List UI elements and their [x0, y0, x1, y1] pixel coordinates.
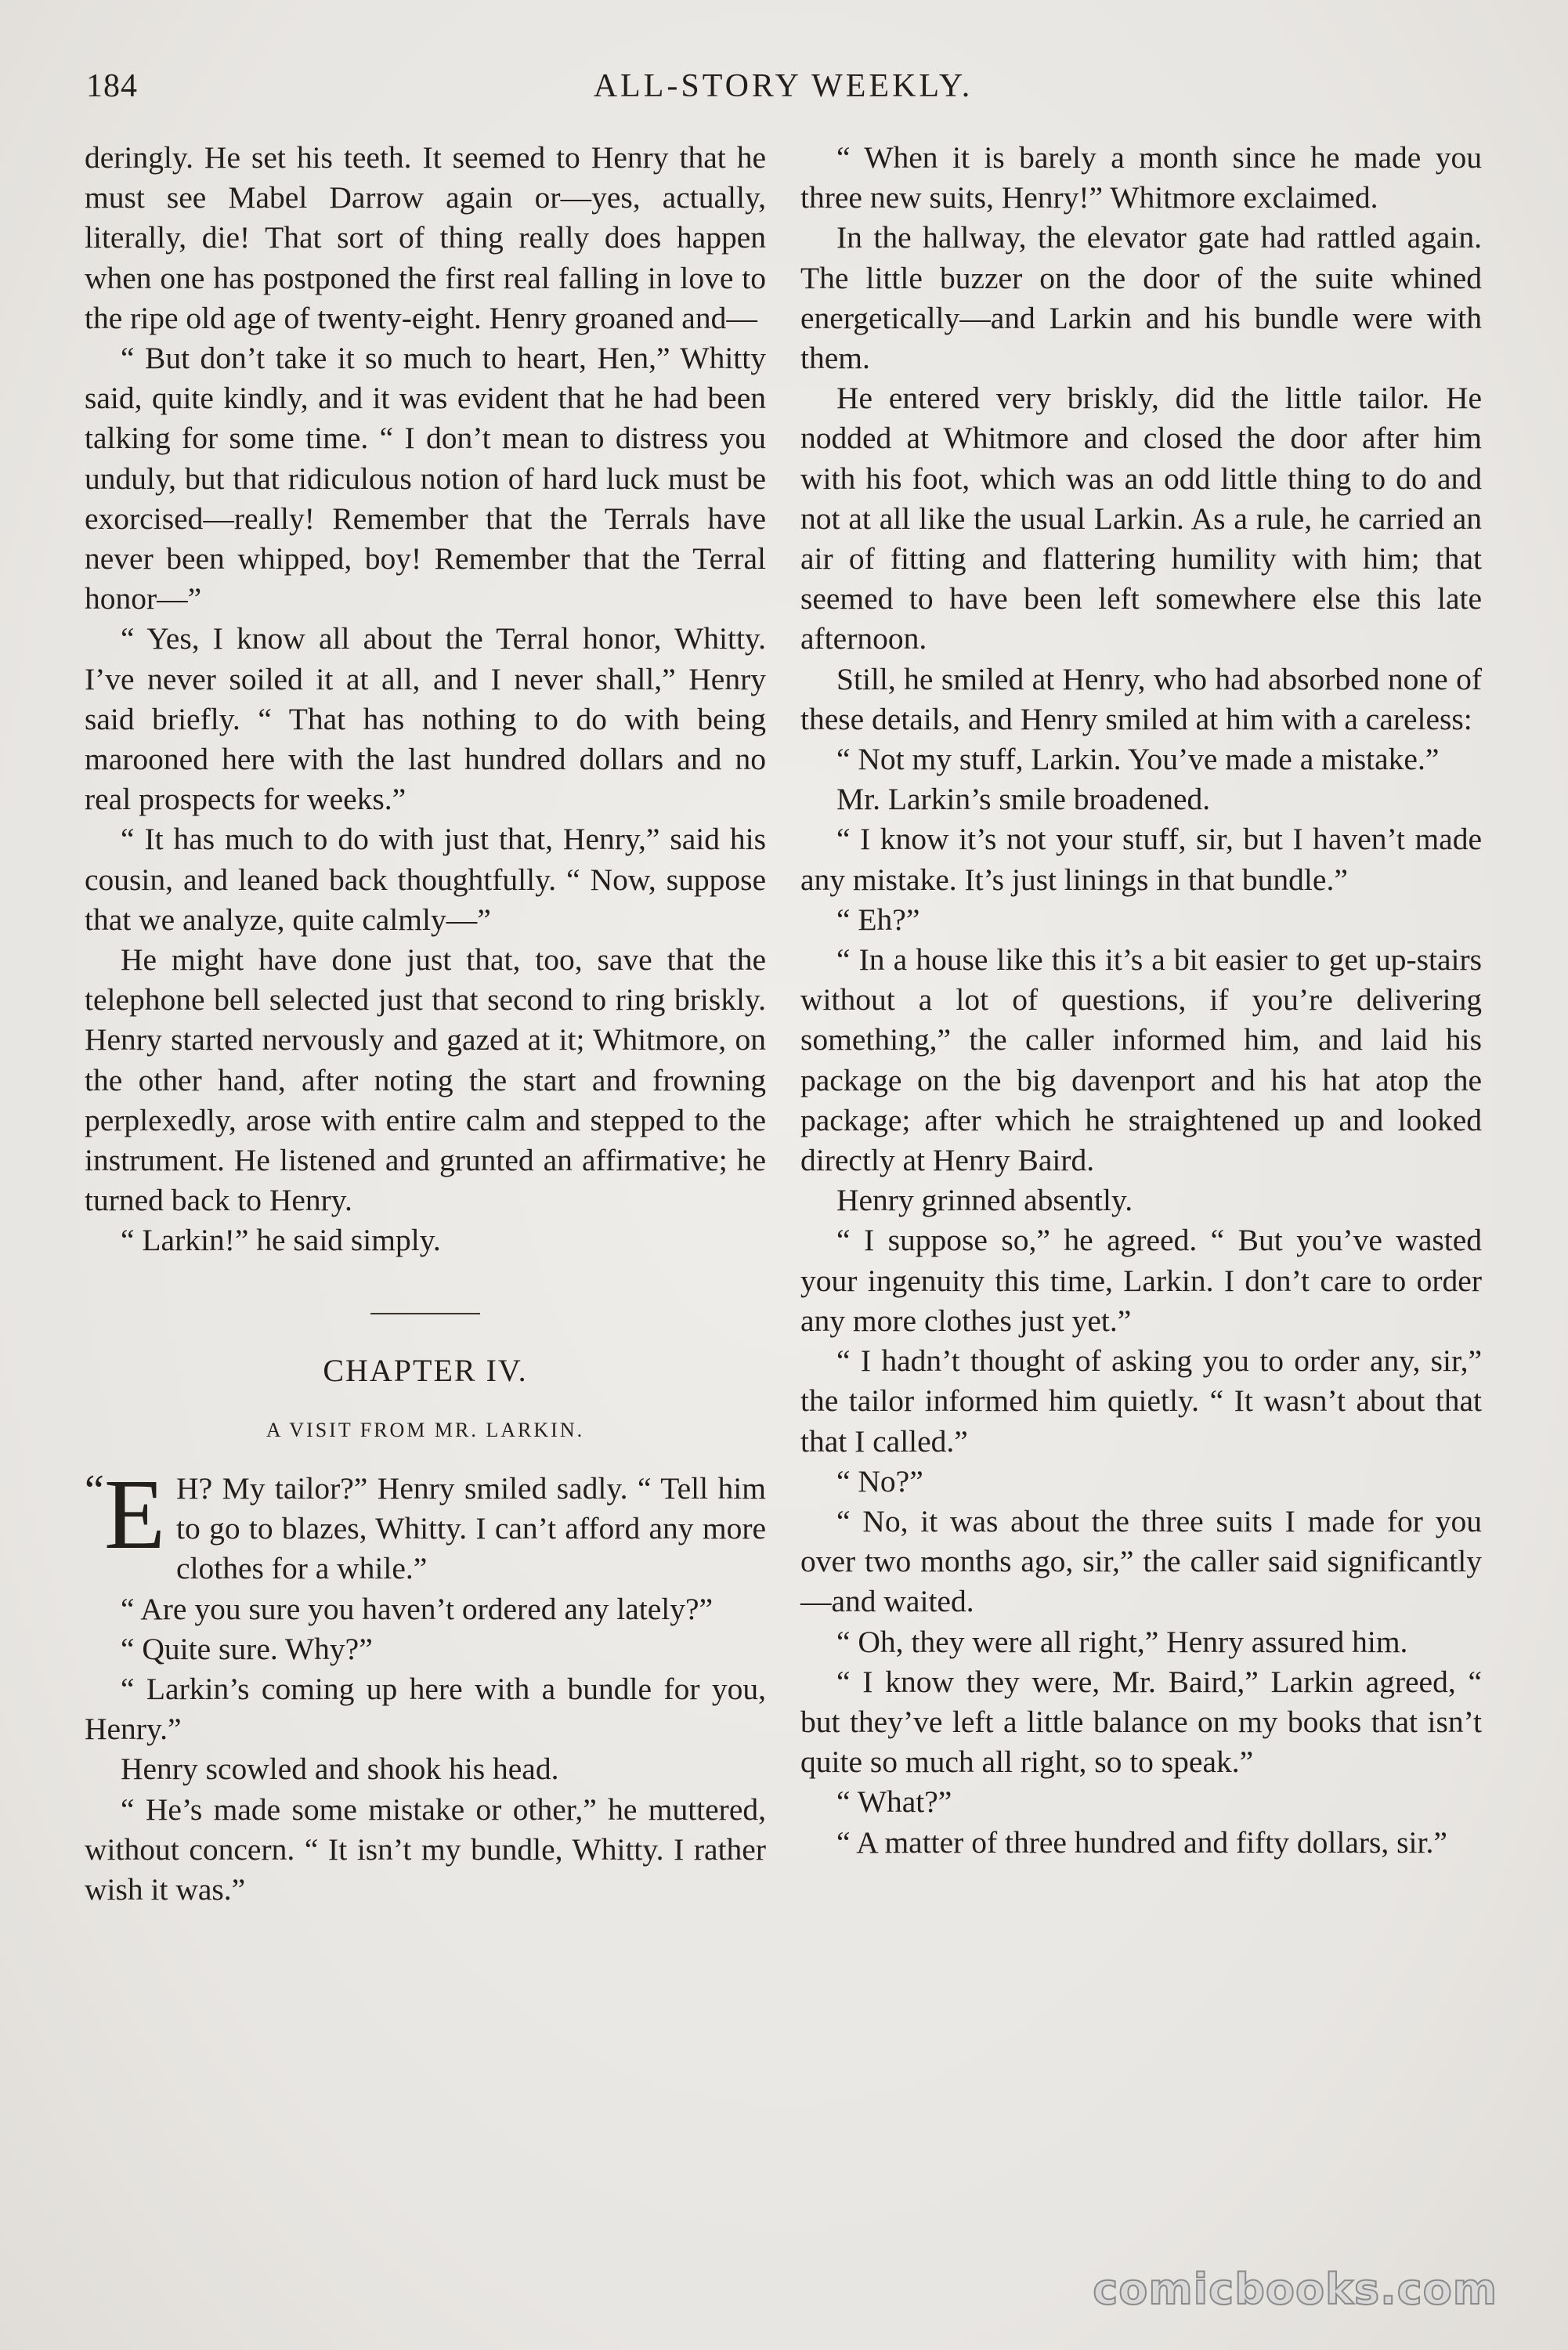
- paragraph: Still, he smiled at Henry, who had absorbed none of these details, and Henry smiled at him with a careless:: [800, 661, 1482, 736]
- paragraph: “ No?”: [836, 1463, 923, 1499]
- page-header: [86, 67, 1480, 114]
- dropcap: [85, 1458, 166, 1570]
- paragraph: “ In a house like this it’s a bit easier to get up-stairs without a lot of questions, if you’re delivering something,” the caller informed him, and laid his package on the big davenport and his hat atop the package; after which he straightened up and looked directly at Henry Baird.: [800, 942, 1482, 1178]
- paragraph: Mr. Larkin’s smile broadened.: [836, 782, 1211, 817]
- paragraph: “ Not my stuff, Larkin. You’ve made a mistake.”: [836, 742, 1440, 777]
- paragraph: “ I know they were, Mr. Baird,” Larkin agreed, “ but they’ve left a little balance on my books that isn’t quite so much all right, so to speak.”: [800, 1664, 1482, 1780]
- chapter-subtitle: A VISIT FROM MR. LARKIN.: [266, 1418, 585, 1441]
- paragraph: “ Larkin!” he said simply.: [121, 1223, 441, 1258]
- paragraph: “ I know it’s not your stuff, sir, but I haven’t made any mistake. It’s just linings in that bundle.”: [800, 822, 1482, 897]
- paragraph: “ He’s made some mistake or other,” he muttered, without concern. “ It isn’t my bundle, Whitty. I rather wish it was.”: [85, 1791, 766, 1907]
- chapter-title: CHAPTER IV.: [323, 1352, 528, 1388]
- paragraph: In the hallway, the elevator gate had rattled again. The little buzzer on the door of the suite whined energetically—and Larkin and his bundle were with them.: [800, 220, 1482, 376]
- paragraph: “ I hadn’t thought of asking you to order any, sir,” the tailor informed him quietly. “ It wasn’t about that that I called.”: [800, 1343, 1482, 1459]
- paragraph: “ But don’t take it so much to heart, Hen,” Whitty said, quite kindly, and it was evident that he had been talking for some time. “ I don’t mean to distress you unduly, but that ridiculous notion of hard luck must be exorcised—really! Remember that the Terrals have never been whipped, boy! Remember that the Terral honor—”: [85, 341, 766, 616]
- paragraph: “ Quite sure. Why?”: [121, 1631, 373, 1666]
- paragraph: Henry grinned absently.: [836, 1183, 1133, 1218]
- paragraph: He might have done just that, too, save that the telephone bell selected just that second to ring briskly. Henry started nervously and gazed at it; Whitmore, on the other hand, after noting the start and frowning perplexedly, arose with entire calm and stepped to the instrument. He listened and grunted an affirmative; he turned back to Henry.: [85, 942, 766, 1218]
- dropcap-quote: “: [85, 1466, 104, 1515]
- paragraph: “ When it is barely a month since he made you three new suits, Henry!” Whitmore exclaimed.: [800, 140, 1482, 215]
- page-number: 184: [86, 68, 138, 104]
- paragraph: “ A matter of three hundred and fifty dollars, sir.”: [836, 1824, 1447, 1860]
- paragraph: “ Oh, they were all right,” Henry assured him.: [836, 1624, 1408, 1659]
- watermark-logo: comicbooks.com: [1093, 2265, 1498, 2314]
- left-column: [85, 138, 766, 1910]
- paragraph: “ Are you sure you haven’t ordered any lately?”: [121, 1591, 714, 1626]
- paragraph: “ Larkin’s coming up here with a bundle for you, Henry.”: [85, 1671, 766, 1747]
- right-column: [800, 138, 1482, 1863]
- dropcap-paragraph-text: H? My tailor?” Henry smiled sadly. “ Tell him to go to blazes, Whitty. I can’t afford any more clothes for a while.”: [176, 1470, 766, 1586]
- dropcap-letter: E: [103, 1458, 166, 1570]
- paragraph: “ What?”: [836, 1784, 952, 1820]
- section-divider: [370, 1313, 480, 1314]
- paragraph: “ Yes, I know all about the Terral honor, Whitty. I’ve never soiled it at all, and I never shall,” Henry said briefly. “ That has nothing to do with being marooned here with the last hundred dollars and no real prospects for weeks.”: [85, 621, 766, 817]
- paragraph: “ It has much to do with just that, Henry,” said his cousin, and leaned back thoughtfully. “ Now, suppose that we analyze, quite calmly—”: [85, 822, 766, 937]
- paragraph: “ I suppose so,” he agreed. “ But you’ve wasted your ingenuity this time, Larkin. I don’t care to order any more clothes just yet.”: [800, 1223, 1482, 1338]
- running-head: ALL-STORY WEEKLY.: [593, 68, 974, 104]
- paragraph: He entered very briskly, did the little tailor. He nodded at Whitmore and closed the door after him with his foot, which was an odd little thing to do and not at all like the usual Larkin. As a rule, he carried an air of fitting and flattering humility with him; that seemed to have been left somewhere else this late afternoon.: [800, 381, 1482, 656]
- paragraph: “ Eh?”: [836, 902, 920, 937]
- paragraph: deringly. He set his teeth. It seemed to Henry that he must see Mabel Darrow again or—yes, actually, literally, die! That sort of thing really does happen when one has postponed the first real falling in love to the ripe old age of twenty-eight. Henry groaned and—: [85, 140, 766, 335]
- paragraph: “ No, it was about the three suits I made for you over two months ago, sir,” the caller said significantly—and waited.: [800, 1503, 1482, 1619]
- paragraph: Henry scowled and shook his head.: [121, 1752, 559, 1787]
- dropcap-paragraph: [85, 1458, 766, 1589]
